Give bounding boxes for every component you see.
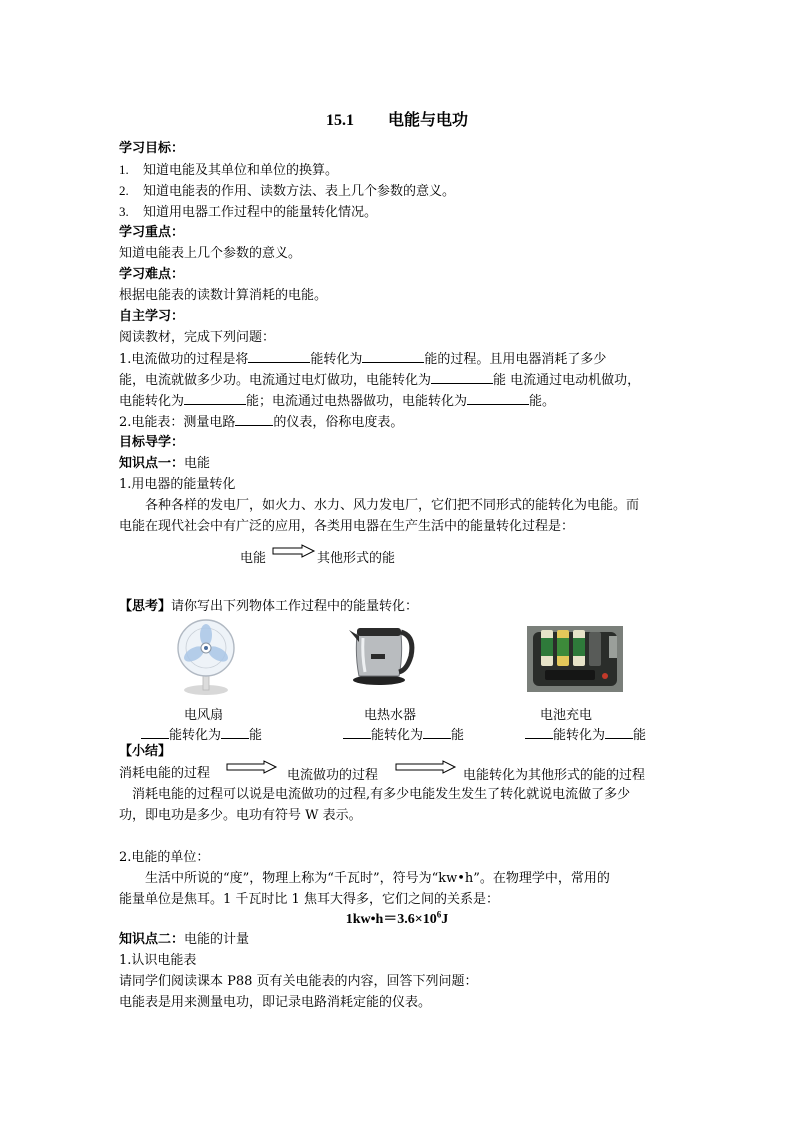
answer-blank[interactable] [605, 725, 633, 739]
section-title: 电能与电功 [387, 110, 468, 129]
key-point-heading: 学习重点： [119, 225, 185, 240]
flow-arrow-icon [272, 544, 316, 558]
section-number: 15.1 [325, 112, 354, 129]
summary-arrow-icon [226, 760, 278, 774]
summary-step-2: 电流做功的过程 [287, 768, 379, 783]
kp2-paragraph-line: 电能表是用来测量电功，即记录电路消耗定能的仪表。 [119, 995, 432, 1010]
answer-blank[interactable] [525, 725, 553, 739]
unit-paragraph-line: 生活中所说的“度”，物理上称为“千瓦时”，符号为“kw•h”。在物理学中，常用的 [145, 871, 610, 886]
kp2-paragraph-line: 请同学们阅读课本 P88 页有关电能表的内容，回答下列问题： [119, 974, 478, 989]
unit-subheading: 2.电能的单位： [119, 850, 210, 865]
kettle-caption: 电热水器 [364, 708, 417, 723]
summary-step-3: 电能转化为其他形式的能的过程 [463, 768, 646, 783]
objectives-heading: 学习目标： [119, 141, 185, 156]
answer-blank[interactable] [431, 370, 493, 384]
flow-from-label: 电能 [240, 551, 267, 566]
answer-blank[interactable] [248, 349, 310, 363]
answer-blank[interactable] [184, 391, 246, 405]
kp1-paragraph-line: 电能在现代社会中有广泛的应用，各类用电器在生产生活中的能量转化过程是： [119, 519, 575, 534]
key-point-text: 知道电能表上几个参数的意义。 [119, 246, 302, 261]
unit-paragraph-line: 能量单位是焦耳。1 千瓦时比 1 焦耳大得多，它们之间的关系是： [119, 892, 499, 907]
difficulty-heading: 学习难点： [119, 267, 185, 282]
kp1-heading: 知识点一：电能 [119, 456, 211, 471]
question-2: 2.电能表：测量电路 的仪表，俗称电度表。 [119, 412, 403, 432]
unit-formula: $1kw•h=3.6\times 10^6J$ [345, 909, 449, 927]
summary-paragraph-line: 消耗电能的过程可以说是电流做功的过程,有多少电能发生发生了转化就说电流做了多少 [132, 787, 631, 802]
answer-blank[interactable] [343, 725, 371, 739]
kp2-subheading: 1.认识电能表 [119, 953, 197, 968]
page-title [0, 107, 794, 130]
answer-blank[interactable] [141, 725, 169, 739]
objective-item: 1. 知道电能及其单位和单位的换算。 [119, 162, 339, 178]
self-study-intro: 阅读教材，完成下列问题： [119, 330, 276, 345]
summary-arrow-icon [395, 760, 457, 774]
electric-fan-image [170, 618, 244, 696]
fan-caption: 电风扇 [184, 708, 224, 723]
kettle-answer-line: 能转化为 能 [343, 724, 464, 743]
fan-answer-line: 能转化为 能 [141, 724, 262, 743]
answer-blank[interactable] [423, 725, 451, 739]
think-prompt: 【思考】请你写出下列物体工作过程中的能量转化： [119, 599, 419, 614]
answer-blank[interactable] [467, 391, 529, 405]
flow-to-label: 其他形式的能 [317, 551, 396, 566]
answer-blank[interactable] [221, 725, 249, 739]
objective-item: 2. 知道电能表的作用、读数方法、表上几个参数的意义。 [119, 183, 456, 199]
answer-blank[interactable] [362, 349, 424, 363]
charger-answer-line: 能转化为 能 [525, 724, 646, 743]
question-1-line-2: 能，电流就做多少功。电流通过电灯做功，电能转化为 能 电流通过电动机做功， [119, 370, 640, 390]
battery-charger-image [527, 626, 623, 692]
guide-heading: 目标导学： [119, 435, 185, 450]
charger-caption: 电池充电 [540, 708, 593, 723]
summary-paragraph-line: 功，即电功是多少。电功有符号 W 表示。 [119, 808, 362, 823]
question-1-line-1: 1.电流做功的过程是将 能转化为 能的过程。且用电器消耗了多少 [119, 349, 606, 369]
self-study-heading: 自主学习： [119, 309, 185, 324]
difficulty-text: 根据电能表的读数计算消耗的电能。 [119, 288, 328, 303]
summary-step-1: 消耗电能的过程 [119, 766, 211, 781]
answer-blank[interactable] [235, 412, 273, 426]
electric-kettle-image [345, 616, 417, 686]
objective-item: 3. 知道用电器工作过程中的能量转化情况。 [119, 204, 378, 220]
kp2-heading: 知识点二：电能的计量 [119, 932, 250, 947]
summary-label: 【小结】 [119, 744, 172, 759]
question-1-line-3: 电能转化为 能；电流通过电热器做功，电能转化为 能。 [119, 391, 555, 411]
kp1-subheading: 1.用电器的能量转化 [119, 477, 236, 492]
kp1-paragraph-line: 各种各样的发电厂，如火力、水力、风力发电厂，它们把不同形式的能转化为电能。而 [145, 498, 640, 513]
